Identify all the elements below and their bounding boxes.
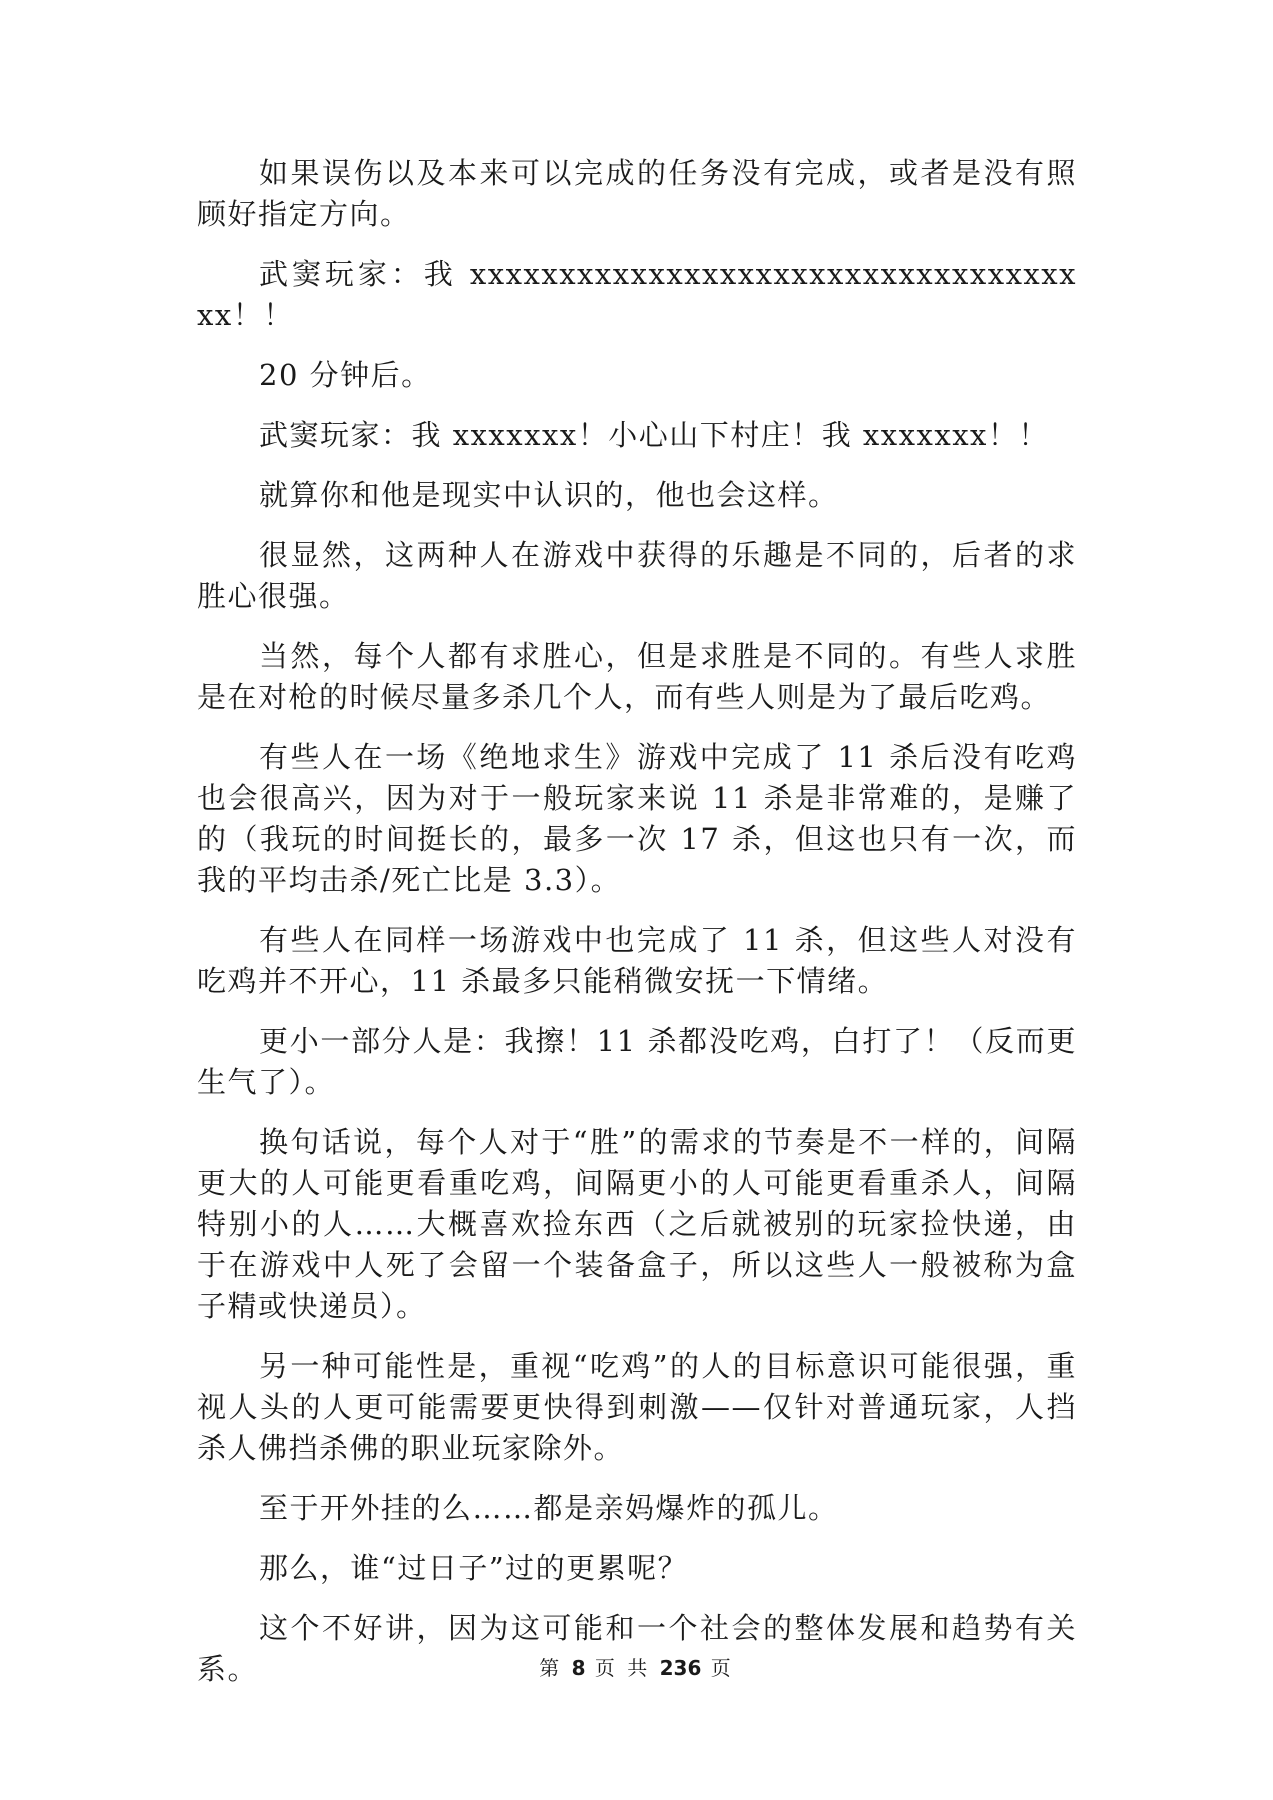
paragraph: 20 分钟后。 — [259, 358, 432, 392]
page-footer — [0, 1652, 1273, 1681]
paragraph: 很显然，这两种人在游戏中获得的乐趣是不同的，后者的求胜心很强。 — [197, 538, 1077, 613]
paragraph: 另一种可能性是，重视“吃鸡”的人的目标意识可能很强，重视人头的人更可能需要更快得到刺激——仅针对普通玩家，人挡杀人佛挡杀佛的职业玩家除外。 — [197, 1349, 1077, 1465]
document-body — [197, 153, 1077, 1709]
footer-prefix: 第 — [539, 1656, 563, 1680]
paragraph: 那么，谁“过日子”过的更累呢？ — [259, 1551, 689, 1585]
paragraph: 如果误伤以及本来可以完成的任务没有完成，或者是没有照顾好指定方向。 — [197, 156, 1077, 231]
page-number: 8 — [571, 1656, 586, 1680]
paragraph: 武窦玩家：我 xxxxxxxxxxxxxxxxxxxxxxxxxxxxxxxxxxxx！！ — [197, 257, 1077, 332]
footer-middle: 页 共 — [594, 1656, 651, 1680]
paragraph: 至于开外挂的么……都是亲妈爆炸的孤儿。 — [259, 1491, 839, 1525]
paragraph: 武窦玩家：我 xxxxxxx！小心山下村庄！我 xxxxxxx！！ — [259, 418, 1049, 452]
paragraph: 当然，每个人都有求胜心，但是求胜是不同的。有些人求胜是在对枪的时候尽量多杀几个人，而有些人则是为了最后吃鸡。 — [197, 639, 1077, 714]
footer-suffix: 页 — [710, 1656, 734, 1680]
paragraph: 有些人在一场《绝地求生》游戏中完成了 11 杀后没有吃鸡也会很高兴，因为对于一般玩家来说 11 杀是非常难的，是赚了的（我玩的时间挺长的，最多一次 17 杀，但这也只有一次，而我的平均击杀/死亡比是 3.3）。 — [197, 740, 1077, 897]
paragraph: 更小一部分人是：我擦！11 杀都没吃鸡，白打了！（反而更生气了）。 — [197, 1024, 1077, 1099]
paragraph: 换句话说，每个人对于“胜”的需求的节奏是不一样的，间隔更大的人可能更看重吃鸡，间隔更小的人可能更看重杀人，间隔特别小的人……大概喜欢捡东西（之后就被别的玩家捡快递，由于在游戏中人死了会留一个装备盒子，所以这些人一般被称为盒子精或快递员）。 — [197, 1125, 1077, 1323]
paragraph: 有些人在同样一场游戏中也完成了 11 杀，但这些人对没有吃鸡并不开心，11 杀最多只能稍微安抚一下情绪。 — [197, 923, 1077, 998]
paragraph: 就算你和他是现实中认识的，他也会这样。 — [259, 478, 839, 512]
paragraph: 这个不好讲，因为这可能和一个社会的整体发展和趋势有关系。 — [197, 1611, 1077, 1686]
total-pages: 236 — [659, 1656, 702, 1680]
